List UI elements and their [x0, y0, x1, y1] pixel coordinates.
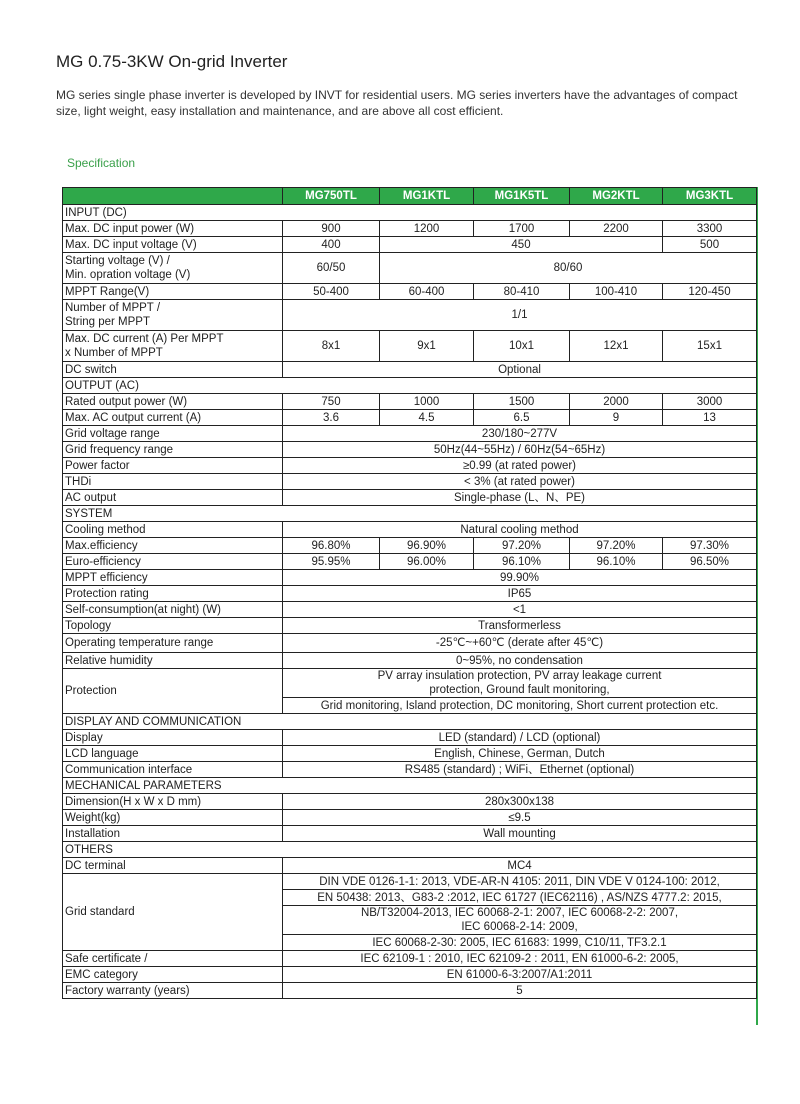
model-header: MG3KTL [663, 188, 757, 205]
table-row [63, 874, 757, 890]
cell-value [283, 906, 757, 935]
cell-value: IEC 60068-2-30: 2005, IEC 61683: 1999, C10/11, TF3.2.1 [283, 935, 757, 951]
cell-value: EN 50438: 2013、G83-2 :2012, IEC 61727 (IEC62116) , AS/NZS 4777.2: 2015, [283, 890, 757, 906]
cell-value: Single-phase (L、N、PE) [283, 490, 757, 506]
cell-value: 2000 [570, 394, 663, 410]
cell-value: 3000 [663, 394, 757, 410]
cell-value [283, 669, 757, 698]
cell-value: 750 [283, 394, 380, 410]
model-header: MG1KTL [380, 188, 474, 205]
specification-table [62, 187, 757, 999]
table-row [63, 284, 757, 300]
row-label-line: Starting voltage (V) / [65, 255, 170, 267]
cell-value: IP65 [283, 586, 757, 602]
cell-value: 3300 [663, 221, 757, 237]
row-label: Euro-efficiency [63, 554, 283, 570]
table-row [63, 951, 757, 967]
table-row [63, 746, 757, 762]
row-label: DC terminal [63, 858, 283, 874]
table-row [63, 554, 757, 570]
table-row [63, 967, 757, 983]
cell-value: 96.50% [663, 554, 757, 570]
cell-value: <1 [283, 602, 757, 618]
row-label: Topology [63, 618, 283, 634]
cell-line: PV array insulation protection, PV array leakage current [377, 670, 662, 682]
cell-value: 1000 [380, 394, 474, 410]
table-row [63, 221, 757, 237]
table-row [63, 490, 757, 506]
table-row [63, 458, 757, 474]
model-header: MG2KTL [570, 188, 663, 205]
cell-value: 12x1 [570, 331, 663, 362]
row-label: Weight(kg) [63, 810, 283, 826]
cell-value: 450 [380, 237, 663, 253]
section-heading: OTHERS [63, 842, 757, 858]
table-row [63, 300, 757, 331]
table-header-row [63, 188, 757, 205]
cell-value: 80/60 [380, 253, 757, 284]
row-label: Power factor [63, 458, 283, 474]
table-row [63, 522, 757, 538]
cell-value: 50-400 [283, 284, 380, 300]
row-label: Rated output power (W) [63, 394, 283, 410]
table-row [63, 602, 757, 618]
cell-value: 96.90% [380, 538, 474, 554]
table-row [63, 669, 757, 698]
cell-value: Wall mounting [283, 826, 757, 842]
cell-value: 500 [663, 237, 757, 253]
section-heading: OUTPUT (AC) [63, 378, 757, 394]
cell-value: ≤9.5 [283, 810, 757, 826]
cell-value: < 3% (at rated power) [283, 474, 757, 490]
table-row [63, 618, 757, 634]
cell-value: 1500 [474, 394, 570, 410]
section-heading: INPUT (DC) [63, 205, 757, 221]
table-row [63, 634, 757, 653]
row-label: Dimension(H x W x D mm) [63, 794, 283, 810]
row-label: MPPT efficiency [63, 570, 283, 586]
table-row [63, 730, 757, 746]
table-row [63, 331, 757, 362]
cell-value: 60/50 [283, 253, 380, 284]
cell-value: IEC 62109-1 : 2010, IEC 62109-2 : 2011, EN 61000-6-2: 2005, [283, 951, 757, 967]
table-row [63, 762, 757, 778]
row-label: Protection [63, 669, 283, 714]
cell-value: RS485 (standard) ; WiFi、Ethernet (optional) [283, 762, 757, 778]
cell-value: 80-410 [474, 284, 570, 300]
table-row [63, 253, 757, 284]
cell-value: 3.6 [283, 410, 380, 426]
cell-value: 280x300x138 [283, 794, 757, 810]
row-label: Communication interface [63, 762, 283, 778]
row-label: EMC category [63, 967, 283, 983]
row-label [63, 331, 283, 362]
row-label: Cooling method [63, 522, 283, 538]
table-row [63, 983, 757, 999]
row-label [63, 253, 283, 284]
cell-value: 97.30% [663, 538, 757, 554]
table-row [63, 570, 757, 586]
row-label: Installation [63, 826, 283, 842]
cell-value: 8x1 [283, 331, 380, 362]
cell-value: Optional [283, 362, 757, 378]
table-row [63, 442, 757, 458]
page-title: MG 0.75-3KW On-grid Inverter [56, 52, 288, 71]
cell-value: 100-410 [570, 284, 663, 300]
cell-value: 0~95%, no condensation [283, 653, 757, 669]
cell-value: 5 [283, 983, 757, 999]
cell-value: MC4 [283, 858, 757, 874]
row-label: MPPT Range(V) [63, 284, 283, 300]
cell-value: 10x1 [474, 331, 570, 362]
cell-value: 96.00% [380, 554, 474, 570]
cell-value: 230/180~277V [283, 426, 757, 442]
specification-label: Specification [67, 156, 136, 170]
table-row [63, 362, 757, 378]
cell-line: IEC 60068-2-14: 2009, [461, 921, 578, 933]
cell-value: 50Hz(44~55Hz) / 60Hz(54~65Hz) [283, 442, 757, 458]
cell-value: 9x1 [380, 331, 474, 362]
row-label: Max. DC input voltage (V) [63, 237, 283, 253]
cell-value: 15x1 [663, 331, 757, 362]
row-label-line: Min. opration voltage (V) [65, 269, 191, 281]
row-label: Protection rating [63, 586, 283, 602]
row-label: Factory warranty (years) [63, 983, 283, 999]
cell-value: 1/1 [283, 300, 757, 331]
table-row [63, 858, 757, 874]
cell-line: NB/T32004-2013, IEC 60068-2-1: 2007, IEC 60068-2-2: 2007, [360, 907, 679, 919]
table-row [63, 586, 757, 602]
row-label: Grid voltage range [63, 426, 283, 442]
cell-value: 1200 [380, 221, 474, 237]
row-label: Operating temperature range [63, 634, 283, 653]
cell-value: DIN VDE 0126-1-1: 2013, VDE-AR-N 4105: 2011, DIN VDE V 0124-100: 2012, [283, 874, 757, 890]
cell-value: 97.20% [474, 538, 570, 554]
cell-value: EN 61000-6-3:2007/A1:2011 [283, 967, 757, 983]
cell-value: Grid monitoring, Island protection, DC monitoring, Short current protection etc. [283, 698, 757, 714]
table-row [63, 394, 757, 410]
cell-line: protection, Ground fault monitoring, [429, 684, 610, 696]
table-row [63, 474, 757, 490]
row-label: LCD language [63, 746, 283, 762]
cell-value: English, Chinese, German, Dutch [283, 746, 757, 762]
table-row [63, 826, 757, 842]
model-header: MG1K5TL [474, 188, 570, 205]
cell-value: 96.10% [570, 554, 663, 570]
row-label-line: String per MPPT [65, 316, 150, 328]
cell-value: 400 [283, 237, 380, 253]
cell-value: 4.5 [380, 410, 474, 426]
cell-value: Natural cooling method [283, 522, 757, 538]
row-label: Grid standard [63, 874, 283, 951]
cell-value: 1700 [474, 221, 570, 237]
cell-value: LED (standard) / LCD (optional) [283, 730, 757, 746]
cell-value: 96.80% [283, 538, 380, 554]
row-label-line: x Number of MPPT [65, 347, 163, 359]
table-row [63, 810, 757, 826]
table-row [63, 653, 757, 669]
table-row [63, 237, 757, 253]
row-label: Display [63, 730, 283, 746]
header-blank-cell [63, 188, 283, 205]
cell-value: 120-450 [663, 284, 757, 300]
cell-value: ≥0.99 (at rated power) [283, 458, 757, 474]
row-label: Grid frequency range [63, 442, 283, 458]
cell-value: 6.5 [474, 410, 570, 426]
table-row [63, 410, 757, 426]
cell-value: 9 [570, 410, 663, 426]
row-label: Max. AC output current (A) [63, 410, 283, 426]
cell-value: -25℃~+60℃ (derate after 45℃) [283, 634, 757, 653]
cell-value: 97.20% [570, 538, 663, 554]
row-label: AC output [63, 490, 283, 506]
cell-value: Transformerless [283, 618, 757, 634]
model-header: MG750TL [283, 188, 380, 205]
section-heading: SYSTEM [63, 506, 757, 522]
row-label [63, 300, 283, 331]
table-row [63, 794, 757, 810]
row-label: Max.efficiency [63, 538, 283, 554]
cell-value: 99.90% [283, 570, 757, 586]
cell-value: 60-400 [380, 284, 474, 300]
section-heading: DISPLAY AND COMMUNICATION [63, 714, 757, 730]
intro-paragraph: MG series single phase inverter is developed by INVT for residential users. MG series inverters have the advantages of compact size, light weight, easy installation and maintenance, and are above all cost efficient. [56, 88, 738, 118]
cell-value: 96.10% [474, 554, 570, 570]
row-label: Relative humidity [63, 653, 283, 669]
row-label: Self-consumption(at night) (W) [63, 602, 283, 618]
row-label-line: Max. DC current (A) Per MPPT [65, 333, 224, 345]
cell-value: 13 [663, 410, 757, 426]
row-label: DC switch [63, 362, 283, 378]
cell-value: 2200 [570, 221, 663, 237]
cell-value: 900 [283, 221, 380, 237]
section-heading: MECHANICAL PARAMETERS [63, 778, 757, 794]
row-label: Safe certificate / [63, 951, 283, 967]
row-label: Max. DC input power (W) [63, 221, 283, 237]
cell-value: 95.95% [283, 554, 380, 570]
table-row [63, 426, 757, 442]
row-label: THDi [63, 474, 283, 490]
row-label-line: Number of MPPT / [65, 302, 161, 314]
table-row [63, 538, 757, 554]
